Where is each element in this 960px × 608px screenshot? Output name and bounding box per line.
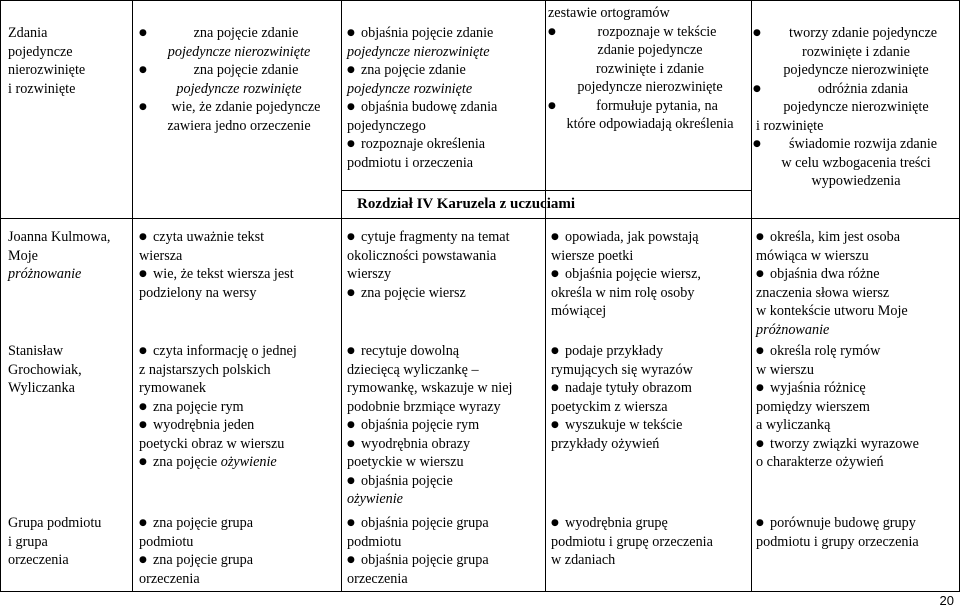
list-item-cont: orzeczenia [139,570,200,587]
col4-row1 [753,24,959,191]
col1-row3 [139,342,339,472]
list-item: ● objaśnia pojęcie [347,472,547,491]
list-item: ● określa rolę rymów [756,342,958,361]
list-item-cont: rymujących się wyrazów [551,361,693,378]
chapter-heading: Rozdział IV Karuzela z uczuciami [357,196,576,212]
list-item: ● zna pojęcie ożywienie [139,453,339,472]
col2-row2 [347,228,547,302]
list-item-cont: wypowiedzenia [811,173,901,189]
list-item: ● nadaje tytuły obrazom [551,379,751,398]
topic-line: Stanisław [8,343,64,359]
list-item-cont: poetyckim z wiersza [551,398,668,415]
list-item: ● objaśnia budowę zdania [347,98,547,117]
col2-row1 [347,24,547,172]
list-item-cont: podmiotu i grupy orzeczenia [756,533,919,550]
list-item-cont: zdanie pojedyncze [597,42,703,58]
col-divider [341,0,342,592]
list-item-cont: znaczenia słowa wiersz [756,284,890,301]
topic-title: próżnowanie [8,266,82,282]
topic-line: i grupa [8,533,48,550]
topic-cell-row1 [8,24,130,98]
row-divider [0,218,960,219]
list-item: ● wyszukuje w tekście [551,416,751,435]
list-item-cont: a wyliczanką [756,417,831,433]
col1-row4 [139,514,339,588]
col-divider [132,0,133,592]
list-item-cont: ożywienie [347,491,403,507]
list-item: ● świadomie rozwija zdanie [753,135,959,154]
topic-cell-row4 [8,514,130,570]
list-item: ● objaśnia dwa różne [756,265,958,284]
list-item-cont: próżnowanie [756,321,830,338]
list-item-cont: podzielony na wersy [139,284,257,301]
page-number: 20 [939,593,954,608]
list-item: ● opowiada, jak powstają [551,228,751,247]
topic-line: Grochowiak, [8,361,82,378]
topic-line: orzeczenia [8,552,69,568]
list-item-cont: dziecięcą wyliczankę – [347,361,479,378]
list-item-cont: podmiotu [347,533,402,550]
topic-line: pojedyncze [8,43,73,60]
col3-row4 [551,514,751,570]
topic-cell-row2 [8,228,132,284]
list-item-cont: rozwinięte i zdanie [596,60,704,77]
col4-row4 [756,514,958,551]
col1-row2 [139,228,339,302]
list-item-cont: pojedyncze rozwinięte [347,80,473,97]
list-item-cont: pojedyncze nierozwinięte [577,79,723,95]
list-item-cont: mówiąca w wierszu [756,247,869,264]
list-item-cont: poetycki obraz w wierszu [139,435,285,452]
col3-row1 [548,4,752,134]
col-divider [0,0,1,592]
list-item: ● porównuje budowę grupy [756,514,958,533]
list-item: ● wyodrębnia grupę [551,514,751,533]
col4-row3 [756,342,958,472]
list-item: ● zna pojęcie wiersz [347,284,547,303]
list-item: ● zna pojęcie zdanie [139,61,339,80]
list-item: ● rozpoznaje określenia [347,135,547,154]
list-item-cont: podobnie brzmiące wyrazy [347,398,501,415]
list-item: ● objaśnia pojęcie grupa [347,514,547,533]
list-item: ● odróżnia zdania [753,80,959,99]
list-item: ● tworzy zdanie pojedyncze [753,24,959,43]
list-item: ● wie, że zdanie pojedyncze [139,98,339,117]
list-item: ● określa, kim jest osoba [756,228,958,247]
list-item-cont: wierszy [347,266,392,282]
list-item-cont: pojedyncze nierozwinięte [347,43,490,60]
list-item: ● recytuje dowolną [347,342,547,361]
list-item-cont: wiersze poetki [551,247,634,264]
topic-line: nierozwinięte [8,62,86,78]
list-item: ● podaje przykłady [551,342,751,361]
list-item: ● wyjaśnia różnicę [756,379,958,398]
list-item: ● zna pojęcie grupa [139,514,339,533]
list-item-cont: okoliczności powstawania [347,247,497,264]
list-item-cont: w celu wzbogacenia treści [781,154,931,171]
list-item: ● objaśnia pojęcie zdanie [347,24,547,43]
list-item-cont: pojedyncze rozwinięte [176,80,302,97]
list-item-cont: z najstarszych polskich [139,361,271,378]
list-item-cont: zawiera jedno orzeczenie [167,117,311,134]
list-item: ● formułuje pytania, na [548,97,752,116]
list-item-cont: rymowankę, wskazuje w niej [347,380,513,396]
list-item: ● cytuje fragmenty na temat [347,228,547,247]
list-item-cont: rymowanek [139,380,206,396]
col1-row1 [139,24,339,135]
list-item-cont: poetyckie w wierszu [347,454,464,470]
topic-line: Wyliczanka [8,380,75,396]
list-item: ● zna pojęcie zdanie [139,24,339,43]
list-item-cont: mówiącej [551,303,607,319]
list-item: ● zna pojęcie grupa [139,551,339,570]
list-item-cont: pojedyncze nierozwinięte [167,43,311,60]
list-item-cont: podmiotu i orzeczenia [347,154,474,171]
list-item-cont: w wierszu [756,361,814,378]
list-item-cont: które odpowiadają określenia [566,116,734,132]
list-item: ● zna pojęcie zdanie [347,61,547,80]
list-item: ● czyta informację o jednej [139,342,339,361]
list-item: ● zna pojęcie rym [139,398,339,417]
col4-row2 [756,228,958,339]
list-item: ● rozpoznaje w tekście [548,23,752,42]
list-item-cont: i rozwinięte [756,117,824,134]
list-item-cont: w zdaniach [551,552,616,568]
topic-line: i rozwinięte [8,80,76,97]
table-top-border [0,0,960,1]
list-item: ● objaśnia pojęcie rym [347,416,547,435]
topic-author: Joanna Kulmowa, Moje [8,229,111,264]
col2-row4 [347,514,547,588]
list-item: ● wyodrębnia jeden [139,416,339,435]
topic-line: Grupa podmiotu [8,515,102,531]
col3-row2 [551,228,751,321]
topic-line: Zdania [8,25,48,41]
list-item-cont: w kontekście utworu Moje [756,303,908,319]
list-item-cont: pomiędzy wierszem [756,398,870,415]
list-item-cont: wiersza [139,247,183,264]
list-item-cont: pojedyncze nierozwinięte [783,99,929,115]
col3-row3 [551,342,751,453]
table-bottom-border [0,591,960,592]
list-item: ● czyta uważnie tekst [139,228,339,247]
list-item-cont: podmiotu [139,533,194,550]
list-item: ● wyodrębnia obrazy [347,435,547,454]
list-item-cont: podmiotu i grupę orzeczenia [551,533,713,550]
topic-cell-row3 [8,342,130,398]
list-item: ● tworzy związki wyrazowe [756,435,958,454]
list-item: ● objaśnia pojęcie grupa [347,551,547,570]
continued-text: zestawie ortogramów [548,5,670,21]
chapter-row-divider [341,190,751,191]
list-item-cont: o charakterze ożywień [756,454,884,470]
list-item-cont: pojedynczego [347,117,426,134]
list-item-cont: pojedyncze nierozwinięte [783,62,929,78]
list-item: ● objaśnia pojęcie wiersz, [551,265,751,284]
list-item-cont: przykłady ożywień [551,435,660,452]
list-item-cont: orzeczenia [347,570,408,587]
list-item-cont: określa w nim rolę osoby [551,284,695,301]
list-item-cont: rozwinięte i zdanie [802,43,910,60]
list-item: ● wie, że tekst wiersza jest [139,265,339,284]
col2-row3 [347,342,547,509]
